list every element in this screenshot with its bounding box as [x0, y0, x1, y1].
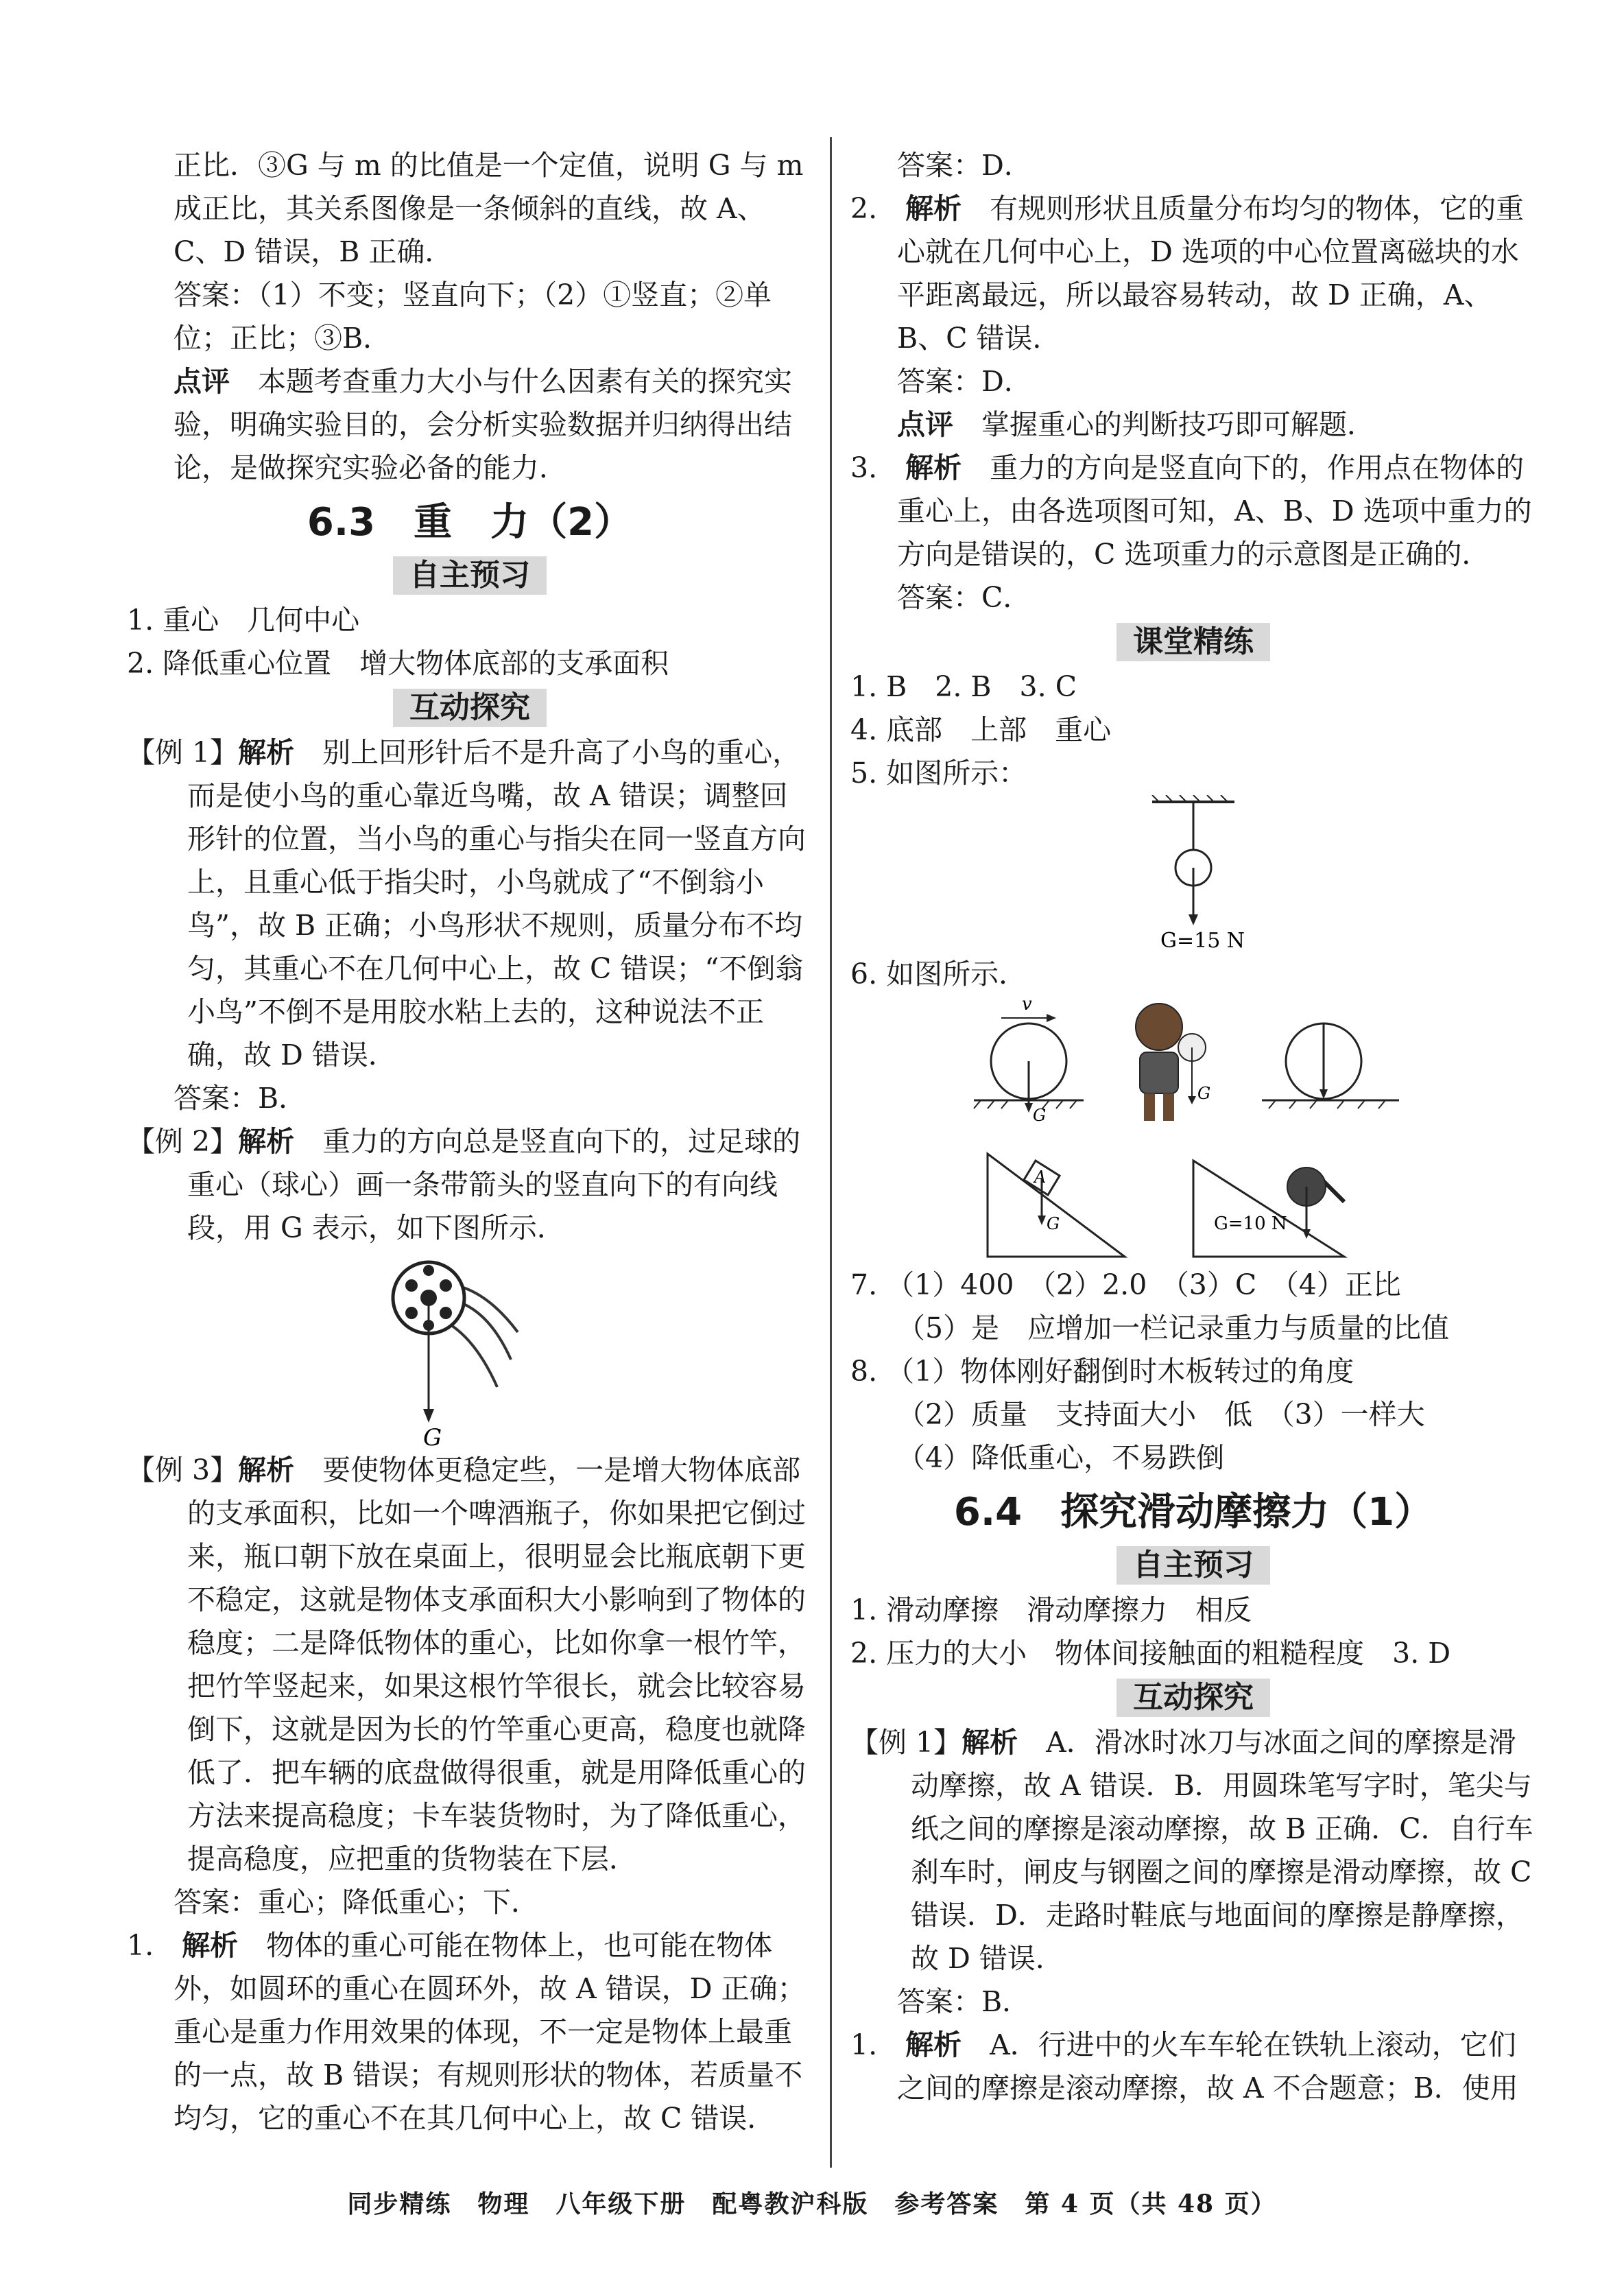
example-text: A．滑冰时冰刀与冰面之间的摩擦是滑动摩擦，故 A 错误．B．用圆珠笔写字时，笔尖与纸之间的摩擦是滚动摩擦，故 B 正确．C．自行车刹车时，闸皮与钢圈之间的摩擦是滑动摩擦，故 C 错误．D．走路时鞋底与地面间的摩擦是静摩擦，故 D 错误．	[911, 1726, 1533, 1975]
analysis-label: 解析	[905, 192, 962, 225]
section-title: 6.4 探究滑动摩擦力（1）	[953, 1490, 1433, 1534]
example-1	[850, 1721, 1536, 1980]
analysis-label: 解析	[182, 1929, 239, 1962]
example-2	[127, 1120, 813, 1250]
preview-item: 1. 重心 几何中心	[127, 604, 360, 637]
example-answer: 答案：重心；降低重心；下．	[174, 1886, 539, 1919]
question-number: 3.	[850, 451, 878, 484]
analysis-label: 解析	[238, 1125, 295, 1158]
example-text: 别上回形针后不是升高了小鸟的重心，而是使小鸟的重心靠近鸟嘴，故 A 错误；调整回形针的位置，当小鸟的重心与指尖在同一竖直方向上，且重心低于指尖时，小鸟就成了“不倒翁小鸟”，故 B 正确；小鸟形状不规则，质量分布不均匀，其重心不在几何中心上，故 C 错误；“不倒翁小鸟”不倒不是用胶水粘上去的，这种说法不正确，故 D 错误．	[187, 736, 806, 1071]
gravity-diagrams-figure	[960, 996, 1426, 1264]
question-number: 1.	[127, 1929, 154, 1962]
answer-text: 答案：D．	[897, 365, 1032, 398]
column-divider	[830, 137, 832, 2168]
analysis-label: 解析	[238, 736, 295, 769]
left-column	[127, 144, 813, 2140]
example-text: 重力的方向总是竖直向下的，过足球的重心（球心）画一条带箭头的竖直向下的有向线段，用 G 表示，如下图所示．	[187, 1125, 801, 1244]
question-text: 有规则形状且质量分布均匀的物体，它的重心就在几何中心上，D 选项的中心位置离磁块的水平距离最远，所以最容易转动，故 D 正确，A、B、C 错误．	[897, 192, 1525, 355]
preview-item: 1. 滑动摩擦 滑动摩擦力 相反	[850, 1593, 1252, 1626]
example-answer: 答案：B．	[897, 1985, 1031, 2018]
example-tag: 【例 1】	[850, 1726, 962, 1759]
comment-paragraph	[850, 403, 1536, 447]
practice-item: （5）是 应增加一栏记录重力与质量的比值	[897, 1312, 1450, 1344]
practice-item: （2）质量 支持面大小 低 （3）一样大	[897, 1398, 1425, 1431]
incline-left	[988, 1154, 1125, 1257]
analysis-label: 解析	[905, 2028, 962, 2061]
comment-text: 掌握重心的判断技巧即可解题．	[981, 408, 1375, 441]
comment-text: 本题考查重力大小与什么因素有关的探究实验，明确实验目的，会分析实验数据并归纳得出结论，是做探究实验必备的能力．	[174, 365, 792, 484]
analysis-label: 解析	[238, 1454, 295, 1486]
answer-text: 答案：D．	[897, 149, 1032, 182]
question-text: A．行进中的火车车轮在铁轨上滚动，它们之间的摩擦是滚动摩擦，故 A 不合题意；B．使用	[897, 2028, 1518, 2105]
hanging-ball-figure	[1111, 795, 1276, 953]
practice-item: 1. B 2. B 3. C	[850, 670, 1077, 703]
football-figure	[381, 1250, 559, 1449]
practice-item: 6. 如图所示．	[850, 958, 1027, 991]
example-1	[127, 731, 813, 1077]
question-3	[850, 447, 1536, 576]
question-1	[127, 1924, 813, 2140]
example-tag: 【例 1】	[127, 736, 239, 769]
practice-item: 7. （1）400 （2）2.0 （3）C （4）正比	[850, 1268, 1401, 1301]
velocity-label: v	[1022, 996, 1032, 1015]
practice-item: 4. 底部 上部 重心	[850, 713, 1112, 746]
gravity-label: G	[1047, 1214, 1060, 1233]
example-tag: 【例 3】	[127, 1454, 239, 1486]
page-footer: 同步精练 物理 八年级下册 配粤教沪科版 参考答案 第 4 页（共 48 页）	[347, 2190, 1277, 2218]
practice-item: 8. （1）物体刚好翻倒时木板转过的角度	[850, 1355, 1354, 1388]
banner-preview: 自主预习	[1116, 1546, 1270, 1585]
practice-item: 5. 如图所示：	[850, 757, 1027, 790]
banner-practice: 课堂精练	[1116, 623, 1270, 661]
comment-paragraph	[127, 360, 813, 490]
section-title: 6.3 重 力（2）	[307, 500, 633, 545]
question-text: 物体的重心可能在物体上，也可能在物体外，如圆环的重心在圆环外，故 A 错误，D 正确；重心是重力作用效果的体现，不一定是物体上最重的一点，故 B 错误；有规则形状的物体，若质量不均匀，它的重心不在其几何中心上，故 C 错误．	[174, 1929, 806, 2135]
banner-explore: 互动探究	[1116, 1679, 1270, 1717]
comment-label: 点评	[897, 408, 953, 441]
preview-item: 2. 压力的大小 物体间接触面的粗糙程度 3. D	[850, 1637, 1451, 1670]
comment-label: 点评	[174, 365, 230, 398]
answer-text: 答案：（1）不变；竖直向下；（2）①竖直；②单位；正比；③B．	[174, 279, 772, 355]
block-label: A	[1034, 1168, 1047, 1187]
question-1	[850, 2024, 1536, 2110]
example-tag: 【例 2】	[127, 1125, 239, 1158]
example-answer: 答案：B．	[174, 1082, 307, 1115]
analysis-label: 解析	[962, 1726, 1018, 1759]
question-2	[850, 187, 1536, 360]
example-3	[127, 1449, 813, 1881]
right-column	[850, 144, 1536, 2110]
question-number: 1.	[850, 2028, 878, 2061]
analysis-label: 解析	[905, 451, 962, 484]
gravity-label: G=10 N	[1214, 1213, 1287, 1234]
banner-preview: 自主预习	[393, 556, 547, 595]
gravity-label: G=15 N	[1160, 929, 1245, 953]
question-text: 重力的方向是竖直向下的，作用点在物体的重心上，由各选项图可知，A、B、D 选项中重力的方向是错误的，C 选项重力的示意图是正确的．	[897, 451, 1532, 571]
preview-item: 2. 降低重心位置 增大物体底部的支承面积	[127, 647, 669, 680]
gravity-label: G	[423, 1424, 442, 1449]
child-head-icon	[1136, 1004, 1182, 1050]
practice-item: （4）降低重心，不易跌倒	[897, 1441, 1225, 1474]
gravity-label: G	[1033, 1106, 1047, 1125]
question-number: 2.	[850, 192, 878, 225]
example-text: 要使物体更稳定些，一是增大物体底部的支承面积，比如一个啤酒瓶子，你如果把它倒过来，瓶口朝下放在桌面上，很明显会比瓶底朝下更不稳定，这就是物体支承面积大小影响到了物体的稳度；二是降低物体的重心，比如你拿一根竹竿，把竹竿竖起来，如果这根竹竿很长，就会比较容易倒下，这就是因为长的竹竿重心更高，稳度也就降低了．把车辆的底盘做得很重，就是用降低重心的方法来提高稳度；卡车装货物时，为了降低重心，提高稳度，应把重的货物装在下层．	[187, 1454, 806, 1875]
continued-text: 正比．③G 与 m 的比值是一个定值，说明 G 与 m 成正比，其关系图像是一条倾斜的直线，故 A、C、D 错误，B 正确．	[174, 149, 804, 268]
gravity-label: G	[1197, 1084, 1211, 1103]
answer-text: 答案：C．	[897, 581, 1031, 614]
banner-explore: 互动探究	[393, 689, 547, 727]
